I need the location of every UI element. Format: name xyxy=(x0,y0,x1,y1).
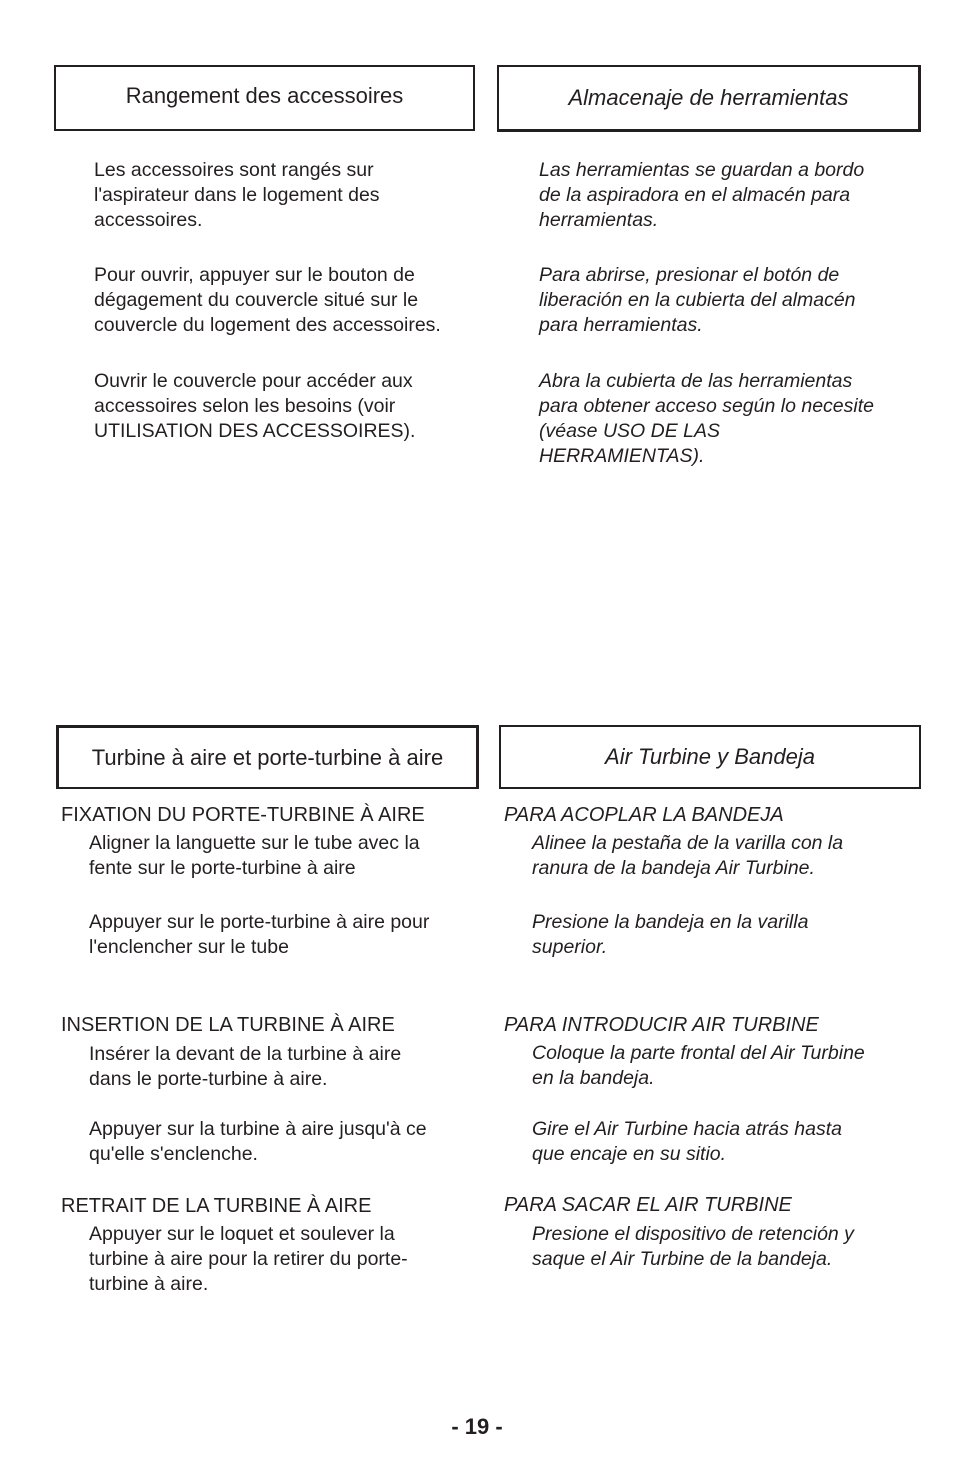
turbine-es-paragraph: Gire el Air Turbine hacia atrás hasta que encaje en su sitio. xyxy=(532,1118,842,1165)
storage-fr-title-box xyxy=(54,65,475,131)
storage-es-title: Almacenaje de herramientas xyxy=(568,85,849,110)
storage-es-paragraph: Para abrirse, presionar el botón de liberación en la cubierta del almacén para herramientas. xyxy=(539,264,856,336)
storage-es-paragraph: Abra la cubierta de las herramientas para obtener acceso según lo necesite (véase USO DE LAS HERRAMIENTAS). xyxy=(539,370,874,467)
turbine-fr-paragraph: Aligner la languette sur le tube avec la fente sur le porte-turbine à aire xyxy=(89,832,420,879)
turbine-fr-section-heading: RETRAIT DE LA TURBINE À AIRE xyxy=(61,1195,372,1217)
storage-fr-paragraph: Pour ouvrir, appuyer sur le bouton de dégagement du couvercle situé sur le couvercle du logement des accessoires. xyxy=(94,264,441,336)
storage-fr-title: Rangement des accessoires xyxy=(125,83,404,108)
turbine-es-section-heading: PARA SACAR EL AIR TURBINE xyxy=(504,1194,792,1216)
turbine-fr-title: Turbine à aire et porte-turbine à aire xyxy=(91,744,444,770)
storage-es-title-box xyxy=(497,65,921,132)
turbine-es-paragraph: Presione la bandeja en la varilla superior. xyxy=(532,911,809,958)
storage-fr-paragraph: Les accessoires sont rangés sur l'aspirateur dans le logement des accessoires. xyxy=(94,159,380,231)
turbine-fr-paragraph: Appuyer sur le porte-turbine à aire pour l'enclencher sur le tube xyxy=(89,911,430,958)
turbine-fr-section-heading: INSERTION DE LA TURBINE À AIRE xyxy=(61,1014,395,1036)
turbine-es-section-heading: PARA ACOPLAR LA BANDEJA xyxy=(504,804,784,826)
turbine-fr-paragraph: Insérer la devant de la turbine à aire dans le porte-turbine à aire. xyxy=(89,1043,402,1090)
turbine-es-paragraph: Coloque la parte frontal del Air Turbine en la bandeja. xyxy=(532,1042,865,1089)
turbine-es-paragraph: Presione el dispositivo de retención y saque el Air Turbine de la bandeja. xyxy=(532,1223,854,1270)
turbine-es-title-box xyxy=(499,725,921,789)
page-number: - 19 - xyxy=(451,1414,503,1439)
turbine-fr-title-box xyxy=(56,725,479,789)
turbine-fr-paragraph: Appuyer sur le loquet et soulever la turbine à aire pour la retirer du porte- turbine à aire. xyxy=(89,1223,408,1295)
storage-es-paragraph: Las herramientas se guardan a bordo de la aspiradora en el almacén para herramientas. xyxy=(539,159,865,231)
storage-fr-paragraph: Ouvrir le couvercle pour accéder aux accessoires selon les besoins (voir UTILISATION DES ACCESSOIRES). xyxy=(94,370,416,442)
turbine-es-title: Air Turbine y Bandeja xyxy=(605,744,815,769)
turbine-fr-paragraph: Appuyer sur la turbine à aire jusqu'à ce qu'elle s'enclenche. xyxy=(89,1118,427,1165)
turbine-es-section-heading: PARA INTRODUCIR AIR TURBINE xyxy=(504,1014,819,1036)
turbine-es-paragraph: Alinee la pestaña de la varilla con la ranura de la bandeja Air Turbine. xyxy=(532,832,844,879)
turbine-fr-section-heading: FIXATION DU PORTE-TURBINE À AIRE xyxy=(61,804,425,826)
